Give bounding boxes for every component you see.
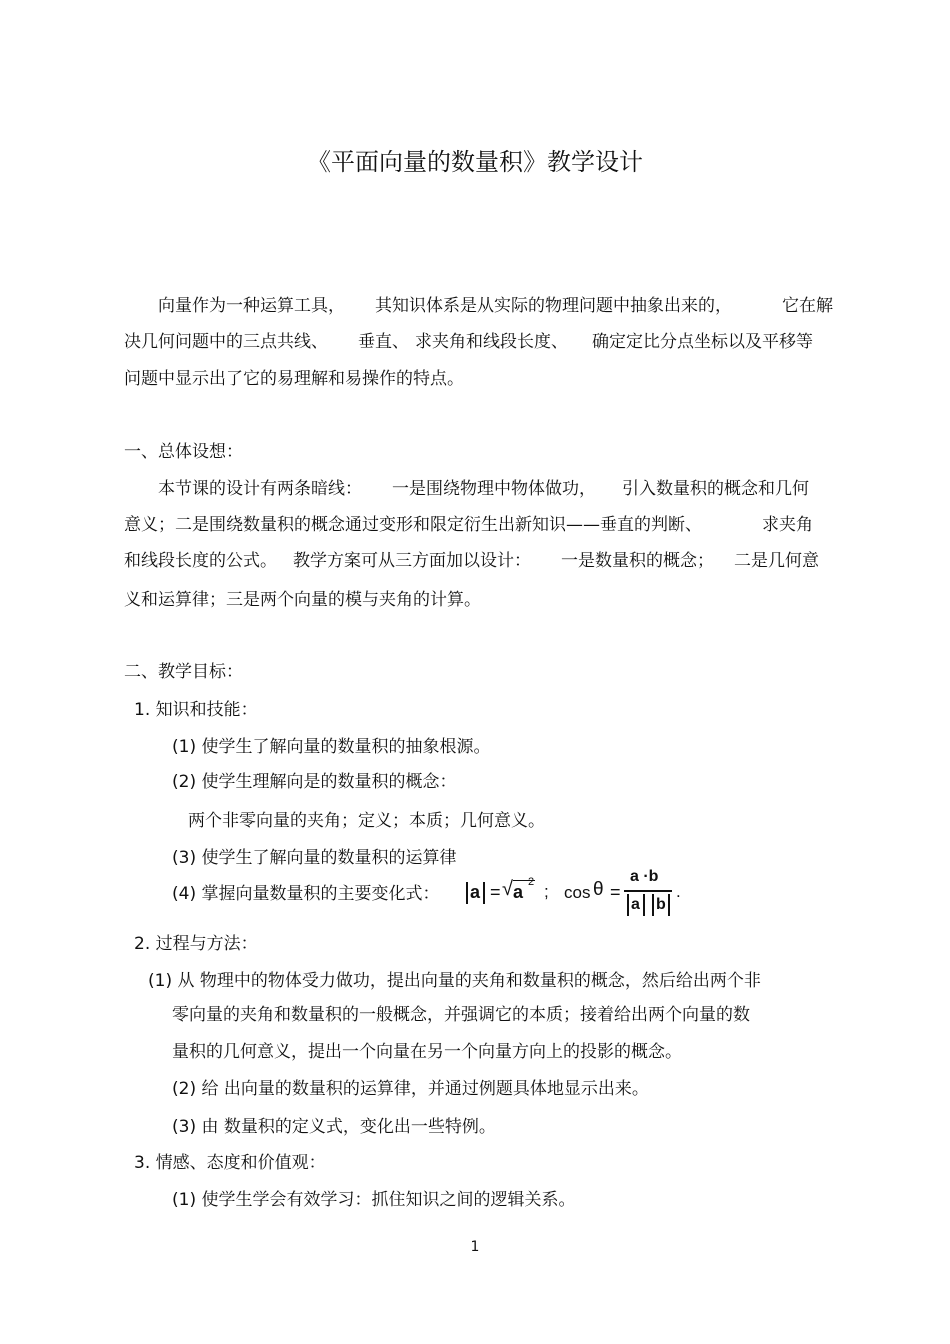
s1-l3-part: 一是数量积的概念； — [561, 551, 714, 571]
formula-equals-2: = — [610, 882, 621, 902]
goal-1-item-1: (1) 使学生了解向量的数量积的抽象根源。 — [172, 737, 491, 757]
goal-2-item-1-line-3: 量积的几何意义，提出一个向量在另一个向量方向上的投影的概念。 — [172, 1042, 682, 1062]
den-abs-bar-1 — [627, 894, 629, 916]
abs-bar-left — [466, 882, 468, 904]
intro-l2-part: 求夹角和线段长度、 — [415, 332, 568, 352]
intro-line-2 — [124, 331, 813, 353]
intro-l1-part: 它在解 — [782, 296, 833, 316]
goal-1-item-4: (4) 掌握向量数量积的主要变化式： — [172, 884, 440, 904]
goal-1-item-3: (3) 使学生了解向量的数量积的运算律 — [172, 848, 457, 868]
s1-l3-part: 二是几何意 — [734, 551, 819, 571]
goal-3-item-1: (1) 使学生学会有效学习：抓住知识之间的逻辑关系。 — [172, 1190, 576, 1210]
formula-period: . — [676, 882, 681, 901]
section-1-heading: 一、总体设想： — [124, 442, 243, 462]
s1-l2-part: 意义；二是围绕数量积的概念通过变形和限定衍生出新知识——垂直的判断、 — [124, 515, 702, 535]
fraction-numerator: a ·b — [630, 868, 659, 885]
section-2-heading: 二、教学目标： — [124, 662, 243, 682]
abs-bar-right — [483, 882, 485, 904]
intro-line-1 — [158, 295, 833, 317]
s1-l3-part: 教学方案可从三方面加以设计： — [293, 551, 531, 571]
fraction-line — [624, 890, 672, 892]
intro-line-3: 问题中显示出了它的易理解和易操作的特点。 — [124, 369, 464, 389]
goal-1-item-2-sub: 两个非零向量的夹角；定义；本质；几何意义。 — [188, 811, 545, 831]
den-abs-bar-4 — [668, 894, 670, 916]
goal-1-label: 1. 知识和技能： — [134, 700, 258, 720]
intro-l2-part: 确定定比分点坐标以及平移等 — [592, 332, 813, 352]
formula-cos: cos — [564, 883, 591, 902]
goal-2-item-2: (2) 给 出向量的数量积的运算律，并通过例题具体地显示出来。 — [172, 1079, 649, 1099]
goal-2-item-3: (3) 由 数量积的定义式，变化出一些特例。 — [172, 1117, 496, 1137]
goal-2-label: 2. 过程与方法： — [134, 934, 258, 954]
goal-2-item-1-line-2: 零向量的夹角和数量积的一般概念，并强调它的本质；接着给出两个向量的数 — [172, 1005, 750, 1025]
page-number: 1 — [470, 1239, 480, 1255]
section-1-line-4: 义和运算律；三是两个向量的模与夹角的计算。 — [124, 590, 481, 610]
vector-formula — [462, 868, 692, 924]
formula-theta: θ — [593, 879, 604, 900]
formula-a-squared: a — [513, 882, 524, 902]
intro-l1-part: 其知识体系是从实际的物理问题中抽象出来的， — [375, 296, 732, 316]
goal-1-item-2: (2) 使学生理解向是的数量积的概念： — [172, 772, 457, 792]
intro-l1-part: 向量作为一种运算工具， — [158, 296, 345, 316]
exponent-2: 2 — [528, 876, 535, 888]
den-abs-bar-3 — [652, 894, 654, 916]
section-1-line-2 — [124, 514, 813, 536]
formula-a: a — [470, 882, 481, 902]
intro-l2-part: 垂直、 — [358, 332, 409, 352]
goal-3-label: 3. 情感、态度和价值观： — [134, 1153, 326, 1173]
section-1-line-1 — [158, 478, 809, 500]
formula-semicolon: ; — [544, 882, 549, 901]
den-abs-bar-2 — [643, 894, 645, 916]
s1-l1-part: 本节课的设计有两条暗线： — [158, 479, 362, 499]
goal-2-item-1-line-1: (1) 从 物理中的物体受力做功，提出向量的夹角和数量积的概念，然后给出两个非 — [148, 971, 761, 991]
sqrt-symbol: √ — [502, 878, 513, 900]
document-title: 《平面向量的数量积》教学设计 — [307, 148, 643, 176]
s1-l3-part: 和线段长度的公式。 — [124, 551, 277, 571]
section-1-line-3 — [124, 550, 819, 572]
den-a: a — [631, 896, 640, 913]
s1-l2-part: 求夹角 — [762, 515, 813, 535]
formula-equals: = — [490, 882, 501, 902]
intro-l2-part: 决几何问题中的三点共线、 — [124, 332, 328, 352]
s1-l1-part: 引入数量积的概念和几何 — [622, 479, 809, 499]
den-b: b — [656, 896, 666, 913]
s1-l1-part: 一是围绕物理中物体做功， — [392, 479, 596, 499]
